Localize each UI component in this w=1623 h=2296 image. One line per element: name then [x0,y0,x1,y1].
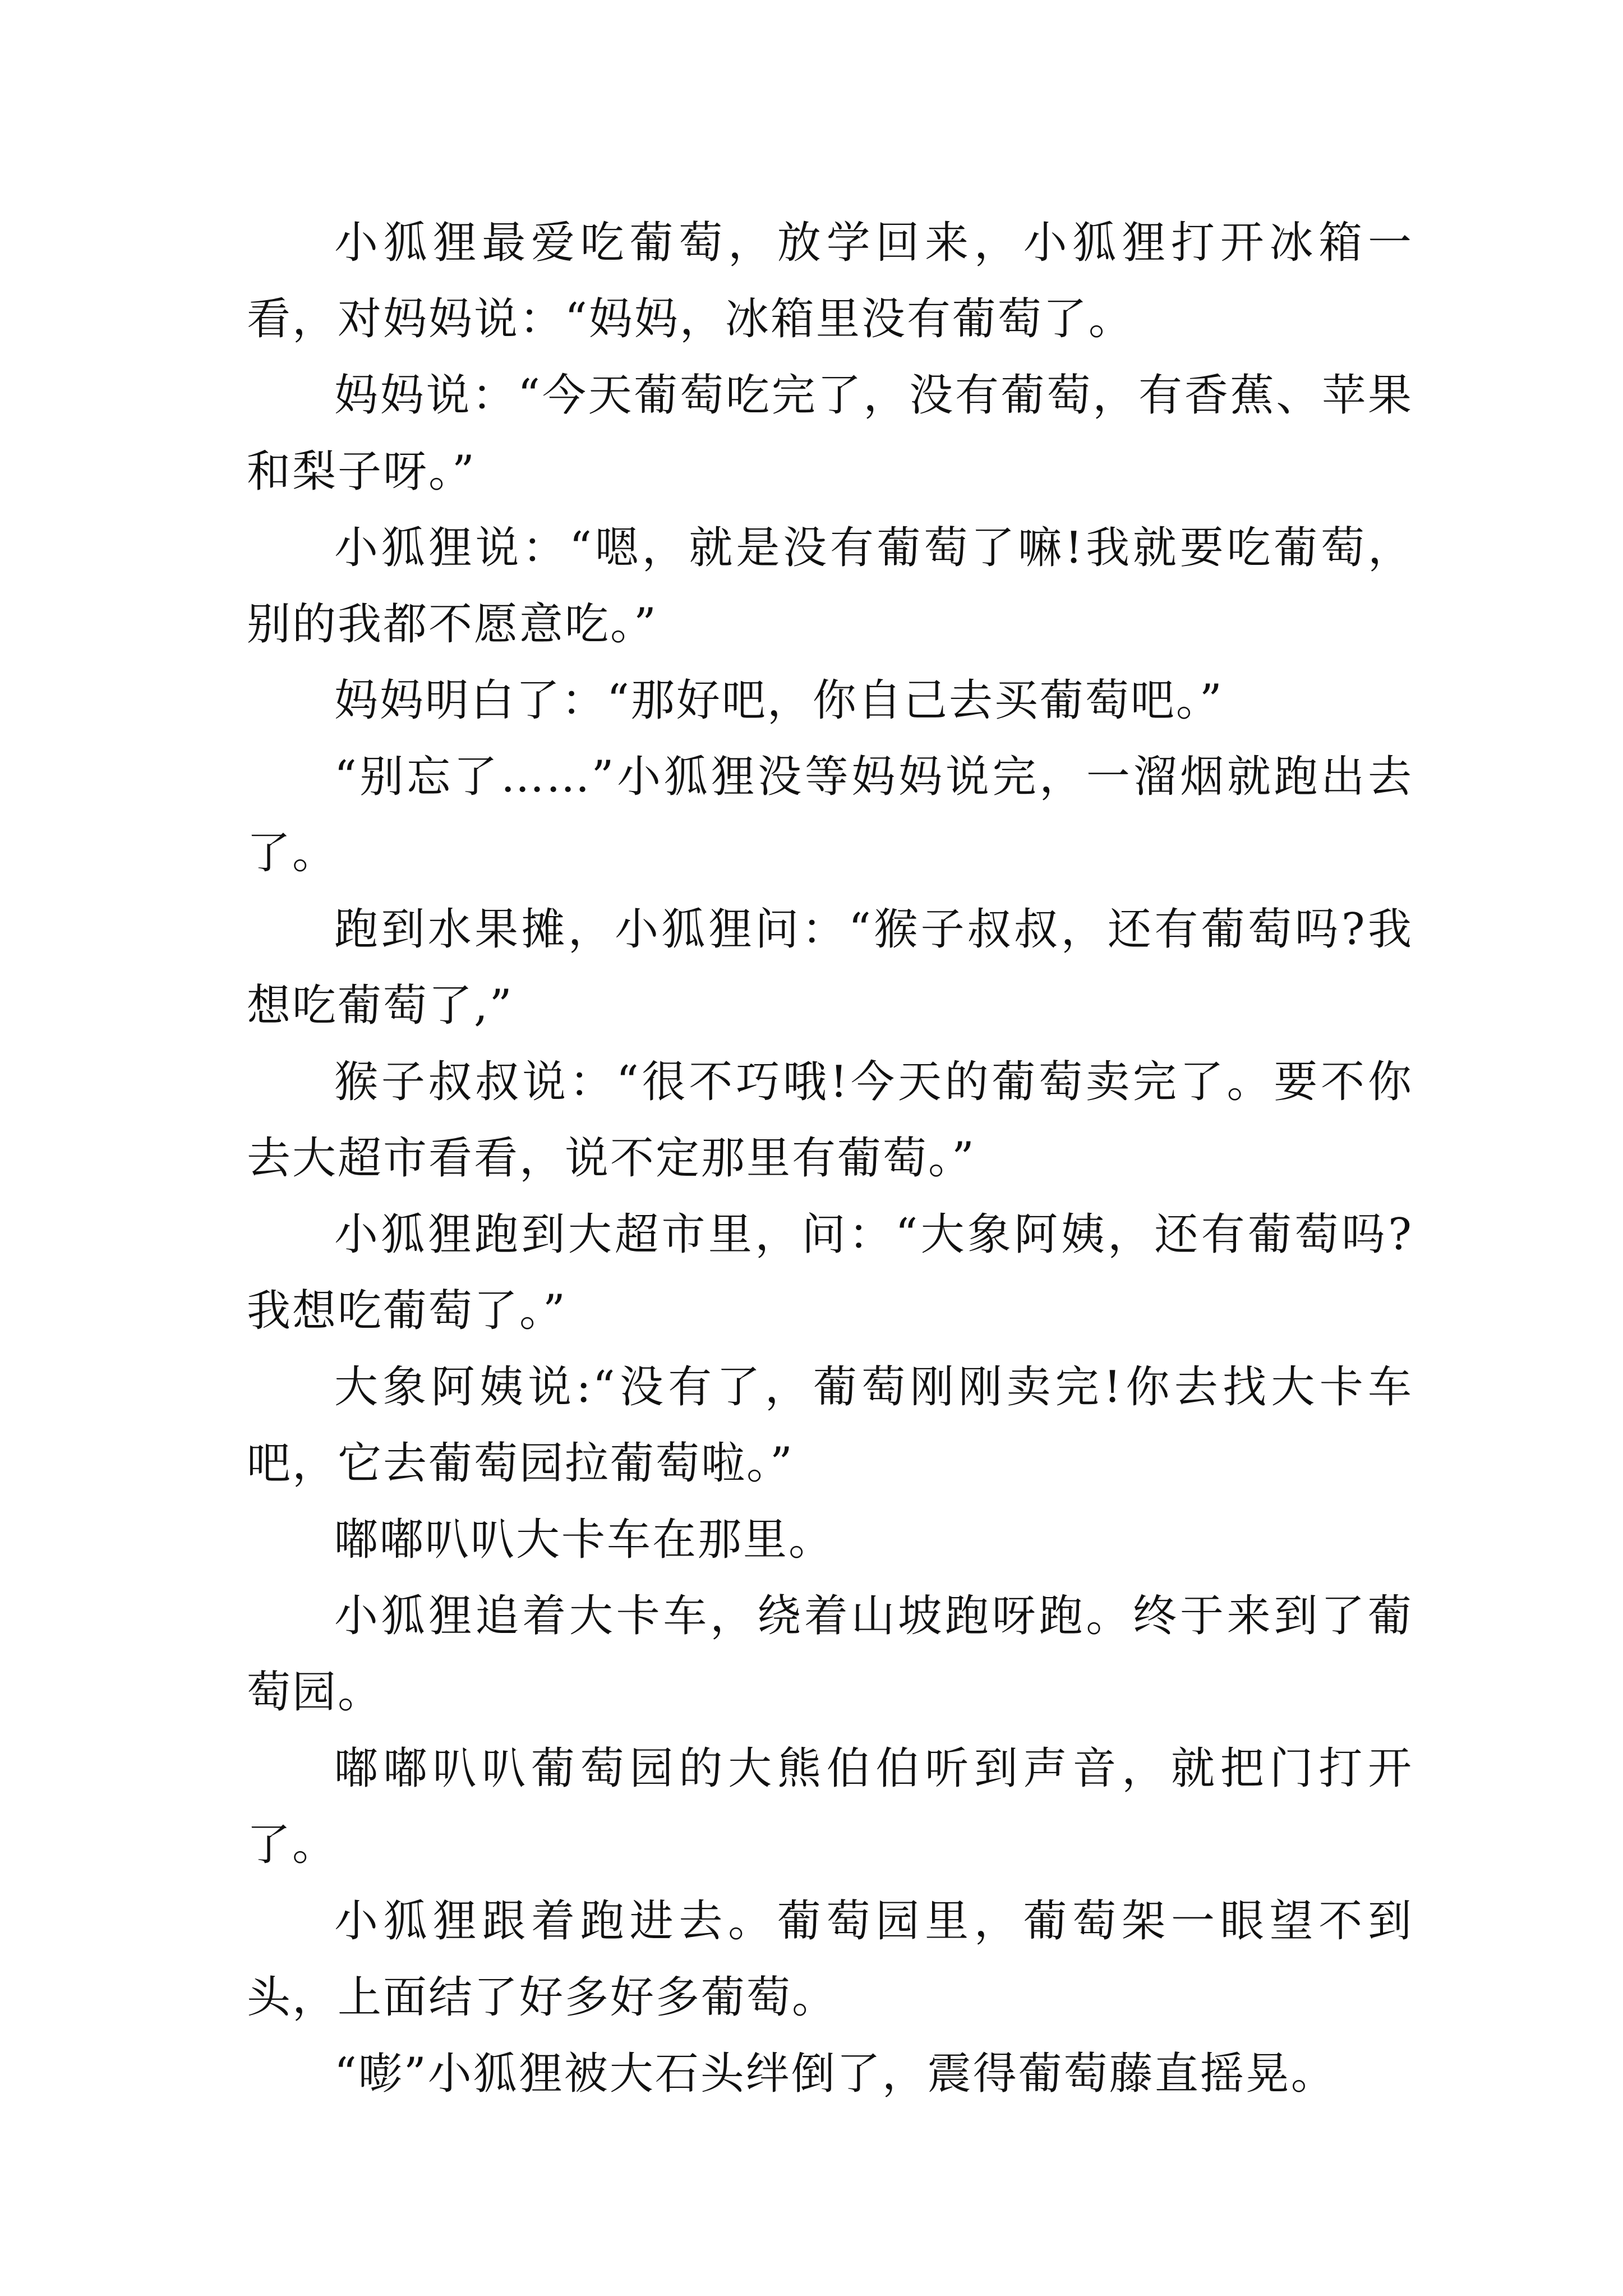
paragraph-6: 跑到水果摊，小狐狸问：“猴子叔叔，还有葡萄吗?我想吃葡萄了,” [247,904,1413,1031]
paragraph-10: 嘟嘟叭叭大卡车在那里。 [334,1515,834,1565]
paragraph-2: 妈妈说：“今天葡萄吃完了，没有葡萄，有香蕉、苹果和梨子呀。” [247,370,1413,497]
paragraph-13: 小狐狸跟着跑进去。葡萄园里，葡萄架一眼望不到头，上面结了好多好多葡萄。 [247,1896,1413,2023]
paragraph-4: 妈妈明白了：“那好吧，你自己去买葡萄吧。” [334,675,1224,726]
story-text [247,205,1413,2112]
paragraph-7: 猴子叔叔说：“很不巧哦!今天的葡萄卖完了。要不你去大超市看看，说不定那里有葡萄。” [247,1057,1413,1184]
paragraph-12: 嘟嘟叭叭葡萄园的大熊伯伯听到声音，就把门打开了。 [247,1743,1413,1870]
paragraph-11: 小狐狸追着大卡车，绕着山坡跑呀跑。终于来到了葡萄园。 [247,1591,1413,1718]
paragraph-5: “别忘了……”小狐狸没等妈妈说完，一溜烟就跑出去了。 [247,752,1413,878]
paragraph-1: 小狐狸最爱吃葡萄，放学回来，小狐狸打开冰箱一看，对妈妈说：“妈妈，冰箱里没有葡萄了。 [247,218,1413,344]
paragraph-14: “嘭”小狐狸被大石头绊倒了，震得葡萄藤直摇晃。 [334,2049,1336,2099]
paragraph-8: 小狐狸跑到大超市里，问：“大象阿姨，还有葡萄吗?我想吃葡萄了。” [247,1209,1413,1336]
paragraph-3: 小狐狸说：“嗯，就是没有葡萄了嘛!我就要吃葡萄，别的我都不愿意吃。” [247,523,1413,650]
paragraph-9: 大象阿姨说:“没有了，葡萄刚刚卖完!你去找大卡车吧，它去葡萄园拉葡萄啦。” [247,1362,1413,1489]
